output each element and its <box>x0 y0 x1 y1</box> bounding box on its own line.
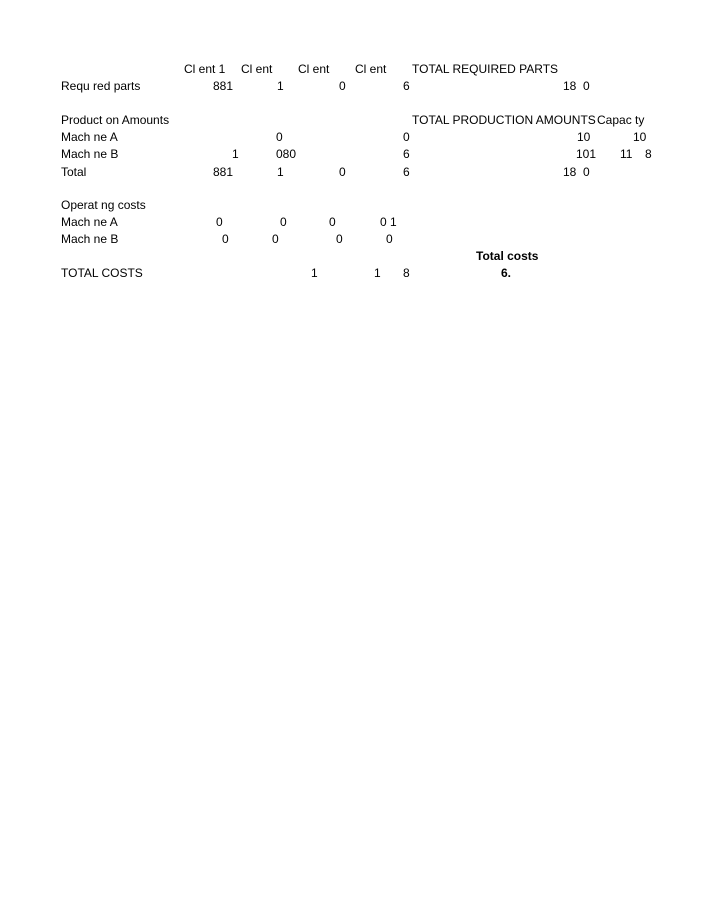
production-amounts-label: Product on Amounts <box>61 113 170 127</box>
op-machine-a-client-1: 0 <box>216 215 223 229</box>
header-client-4: Cl ent <box>355 62 387 76</box>
required-parts-total: 18 0 <box>563 79 590 93</box>
header-client-1: Cl ent 1 <box>184 62 226 76</box>
header-client-3: Cl ent <box>298 62 330 76</box>
op-machine-b-client-3: 0 <box>336 232 343 246</box>
machine-b-client-1: 1 <box>232 147 239 161</box>
total-costs-client-2: 1 <box>374 266 381 280</box>
machine-a-client-4: 0 <box>403 130 410 144</box>
required-parts-client-2: 1 <box>277 79 284 93</box>
total-sum: 18 0 <box>563 165 590 179</box>
capacity-header: Capac ty <box>597 113 645 127</box>
required-parts-client-4: 6 <box>403 79 410 93</box>
machine-b-capacity-a: 11 <box>620 147 633 161</box>
op-machine-b-client-1: 0 <box>222 232 229 246</box>
machine-b-client-4: 6 <box>403 147 410 161</box>
operating-costs-label: Operat ng costs <box>61 198 146 212</box>
total-costs-client-3: 8 <box>403 266 410 280</box>
total-costs-client-1: 1 <box>311 266 318 280</box>
op-machine-b-client-4: 0 <box>386 232 393 246</box>
machine-a-total: 10 <box>577 130 591 144</box>
total-client-1: 881 <box>213 165 234 179</box>
total-client-3: 0 <box>339 165 346 179</box>
total-production-amounts-header: TOTAL PRODUCTION AMOUNTS <box>412 113 596 127</box>
machine-b-client-2: 080 <box>276 147 297 161</box>
machine-a-client-2: 0 <box>276 130 283 144</box>
header-total-required-parts: TOTAL REQUIRED PARTS <box>412 62 559 76</box>
op-machine-a-client-4: 0 1 <box>380 215 397 229</box>
machine-b-capacity-b: 8 <box>645 147 652 161</box>
op-machine-b-label: Mach ne B <box>61 232 119 246</box>
total-client-2: 1 <box>277 165 284 179</box>
header-client-2: Cl ent <box>241 62 273 76</box>
total-client-4: 6 <box>403 165 410 179</box>
machine-a-capacity: 10 <box>633 130 647 144</box>
total-costs-header: Total costs <box>476 249 539 263</box>
op-machine-a-client-2: 0 <box>280 215 287 229</box>
total-costs-label: TOTAL COSTS <box>61 266 143 280</box>
required-parts-label: Requ red parts <box>61 79 141 93</box>
machine-a-label: Mach ne A <box>61 130 118 144</box>
required-parts-client-1: 881 <box>213 79 234 93</box>
total-label: Total <box>61 165 87 179</box>
required-parts-client-3: 0 <box>339 79 346 93</box>
op-machine-b-client-2: 0 <box>272 232 279 246</box>
op-machine-a-label: Mach ne A <box>61 215 118 229</box>
total-costs-value: 6. <box>501 266 512 280</box>
op-machine-a-client-3: 0 <box>329 215 336 229</box>
machine-b-total: 101 <box>576 147 597 161</box>
machine-b-label: Mach ne B <box>61 147 119 161</box>
